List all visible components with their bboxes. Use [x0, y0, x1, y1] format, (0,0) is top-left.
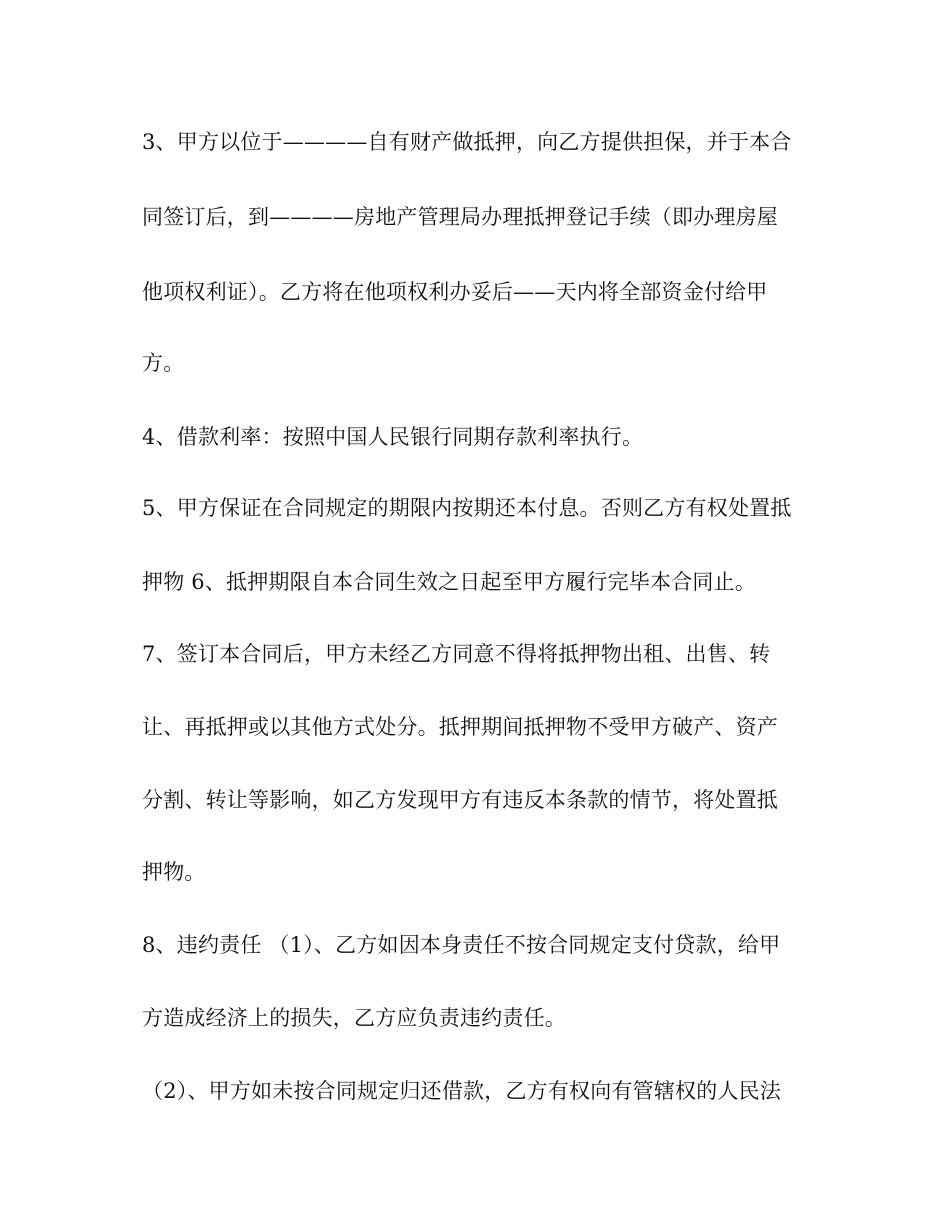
clause-3-line-1: 3、甲方以位于————自有财产做抵押，向乙方提供担保，并于本合 [142, 130, 792, 154]
clause-7-line-1: 7、签订本合同后，甲方未经乙方同意不得将抵押物出租、出售、转 [142, 642, 771, 666]
clause-7-line-3: 分割、转让等影响，如乙方发现甲方有违反本条款的情节，将处置抵 [142, 788, 778, 812]
clause-3-line-2: 同签订后，到————房地产管理局办理抵押登记手续（即办理房屋 [142, 205, 778, 229]
clause-4-line: 4、借款利率：按照中国人民银行同期存款利率执行。 [142, 425, 644, 449]
clause-8-sub-2-line: （2）、甲方如未按合同规定归还借款，乙方有权向有管辖权的人民法 [142, 1079, 782, 1103]
clause-8-line-1: 8、违约责任 （1）、乙方如因本身责任不按合同规定支付贷款，给甲 [142, 933, 781, 957]
clause-7-line-4: 押物。 [142, 860, 206, 884]
clause-3-line-3: 他项权利证）。乙方将在他项权利办妥后——天内将全部资金付给甲 [142, 280, 768, 304]
clause-8-line-2: 方造成经济上的损失，乙方应负责违约责任。 [142, 1006, 566, 1030]
clause-7-line-2: 让、再抵押或以其他方式处分。抵押期间抵押物不受甲方破产、资产 [142, 715, 778, 739]
clause-5-line-1: 5、甲方保证在合同规定的期限内按期还本付息。否则乙方有权处置抵 [142, 496, 792, 520]
clause-3-line-4: 方。 [142, 351, 185, 375]
clause-5-6-line: 押物 6、抵押期限自本合同生效之日起至甲方履行完毕本合同止。 [142, 570, 757, 594]
